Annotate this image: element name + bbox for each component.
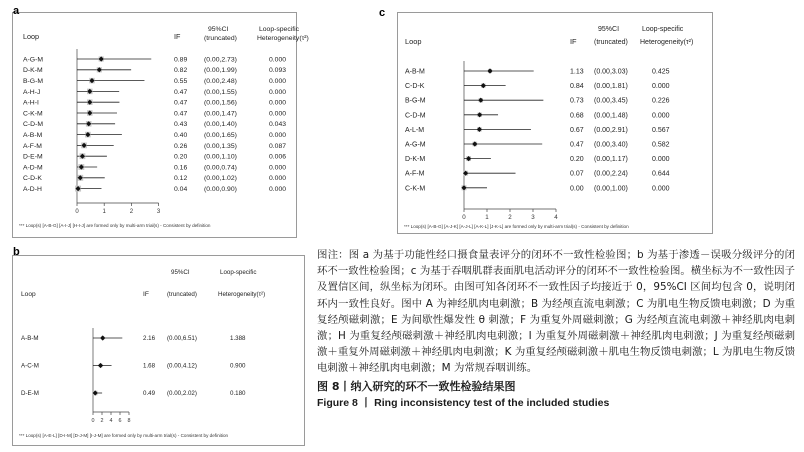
row-if: 0.47 [174,99,188,107]
row-if: 0.68 [570,112,584,120]
x-tick-label: 3 [531,214,535,221]
row-loop: A-C-M [21,362,39,370]
header-loop: Loop [23,32,39,41]
row-ci: (0.00,3.45) [594,97,628,105]
header-if: IF [570,37,577,46]
row-heterogeneity: 0.006 [269,153,287,161]
forest-plot-b [13,256,304,445]
row-loop: D-K-M [405,156,426,164]
row-loop: A-H-J [23,88,41,96]
panel-a-label: a [13,5,20,17]
row-loop: A-B-M [23,131,43,139]
row-heterogeneity: 0.043 [269,121,287,129]
row-ci: (0.00,2.02) [167,390,197,398]
row-ci: (0.00,3.40) [594,141,628,149]
panel-c-label: c [379,7,386,19]
panel-c [397,12,713,234]
row-if: 0.47 [174,110,188,118]
row-if: 0.55 [174,77,188,85]
row-heterogeneity: 0.644 [652,170,670,178]
row-if: 1.13 [570,68,584,76]
header-loop: Loop [21,291,36,298]
row-loop: D-E-M [23,153,43,161]
row-loop: A-F-M [23,142,42,150]
x-tick-label: 4 [554,214,558,221]
header-loop: Loop [405,37,422,46]
row-ci: (0.00,4.12) [167,362,197,370]
header-heterogeneity: Loop-specific [642,26,684,33]
header-ci: 95%CI [598,26,620,33]
x-tick-label: 6 [118,418,122,424]
header-heterogeneity-sub: Heterogeneity(τ²) [640,39,694,46]
row-heterogeneity: 0.000 [652,83,670,91]
row-heterogeneity: 0.000 [269,99,287,107]
row-ci: (0.00,1.17) [594,156,628,164]
row-if: 0.49 [143,390,156,398]
panel-b-label: b [13,246,20,258]
row-ci: (0.00,2.24) [594,170,628,178]
row-loop: A-H-I [23,99,39,107]
row-loop: C-K-M [405,185,426,193]
row-loop: A-B-M [21,335,39,343]
row-if: 0.20 [570,156,584,164]
header-ci-sub: (truncated) [594,39,628,46]
row-heterogeneity: 0.087 [269,142,287,150]
x-tick-label: 3 [156,209,161,215]
row-loop: A-D-H [23,185,42,193]
row-if: 0.04 [174,185,188,193]
row-heterogeneity: 0.425 [652,68,670,76]
figure-title-en: Figure 8 丨 Ring inconsistency test of the included studies [317,396,610,409]
row-if: 0.40 [174,131,188,139]
row-heterogeneity: 0.000 [269,56,287,64]
figure-caption [317,247,795,411]
row-loop: A-L-M [405,126,425,134]
row-if: 0.00 [570,185,584,193]
row-heterogeneity: 0.000 [269,88,287,96]
row-if: 0.82 [174,67,188,75]
row-ci: (0.00,2.73) [204,56,237,64]
header-heterogeneity-sub: Heterogeneity(τ²) [257,35,309,42]
row-if: 0.73 [570,97,584,105]
row-heterogeneity: 1.388 [230,335,246,343]
x-tick-label: 4 [109,418,113,424]
panel-b [12,255,305,446]
x-tick-label: 1 [485,214,489,221]
row-loop: D-K-M [23,67,43,75]
row-heterogeneity: 0.900 [230,362,246,370]
x-tick-label: 0 [75,209,79,215]
row-ci: (0.00,1.65) [204,131,237,139]
row-if: 0.07 [570,170,584,178]
row-ci: (0.00,1.81) [594,83,628,91]
row-ci: (0.00,1.99) [204,67,237,75]
row-heterogeneity: 0.000 [269,185,287,193]
row-heterogeneity: 0.000 [269,131,287,139]
point-estimate-marker [100,335,105,340]
row-loop: A-D-M [23,164,43,172]
row-ci: (0.00,1.47) [204,110,237,118]
row-heterogeneity: 0.582 [652,141,670,149]
row-heterogeneity: 0.000 [652,156,670,164]
row-if: 0.26 [174,142,188,150]
row-loop: A-B-M [405,68,425,76]
caption-body: 图注：图 a 为基于功能性经口摄食量表评分的闭环不一致性检验图；b 为基于渗透－误吸分级评分的闭环不一致性检验图；c 为基于吞咽肌群表面肌电活动评分的闭环不一致性检验图。横坐标为不一致性因子及置信区间，纵坐标为闭环。由图可知各闭环不一致性因子均接近于 0，95%CI 区间均包含 0，说明闭环内一致性良好。图中 A 为神经肌肉电刺激；B 为经颅直流电刺激；C 为肌电生物反馈电刺激；D 为重复经颅磁刺激；E 为间歇性爆发性 θ 刺激；F 为重复外周磁刺激；G 为经颅直流电刺激＋神经肌肉电刺激；H 为重复经颅磁刺激＋神经肌肉电刺激；I 为重复外周磁刺激＋神经肌肉电刺激；J 为重复经颅磁刺激＋重复外周磁刺激＋神经肌肉电刺激；K 为重复经颅磁刺激＋肌电生物反馈电刺激；L 为肌电生物反馈电刺激＋神经肌肉电刺激；M 为常规吞咽训练。 [317,249,795,375]
panel-footnote: *** Loop(s) [A-E-L] [D-I-M] [D-J-M] [I-J-M] are formed only by multi-arm trial(s) - Consistent by definition [19,433,229,438]
row-loop: C-D-K [23,175,42,183]
row-loop: D-E-M [21,390,39,398]
header-heterogeneity: Loop-specific [220,269,257,276]
row-heterogeneity: 0.226 [652,97,670,105]
x-tick-label: 8 [127,418,131,424]
row-loop: B-G-M [405,97,426,105]
row-loop: C-D-M [405,112,426,120]
row-if: 0.16 [174,164,188,172]
row-heterogeneity: 0.000 [269,110,287,118]
row-if: 0.84 [570,83,584,91]
row-heterogeneity: 0.180 [230,390,246,398]
row-heterogeneity: 0.567 [652,126,670,134]
row-ci: (0.00,1.10) [204,153,237,161]
row-loop: A-G-M [405,141,426,149]
header-heterogeneity-sub: Heterogeneity(τ²) [218,291,266,298]
forest-plot-c [398,13,712,233]
row-if: 0.20 [174,153,188,161]
row-ci: (0.00,2.48) [204,77,237,85]
panel-footnote: *** Loop(s) [A-B-G] [A-J-K] [A-J-L] [A-K-L] [J-K-L] are formed only by multi-arm trial(s) - Consistent by definition [404,224,629,229]
x-tick-label: 0 [91,418,95,424]
row-loop: C-D-M [23,121,44,129]
row-heterogeneity: 0.000 [269,175,287,183]
row-ci: (0.00,1.55) [204,88,237,96]
row-heterogeneity: 0.000 [652,112,670,120]
row-loop: C-K-M [23,110,43,118]
x-tick-label: 2 [129,209,134,215]
row-if: 0.47 [570,141,584,149]
x-tick-label: 2 [508,214,512,221]
header-ci-sub: (truncated) [167,291,197,298]
row-heterogeneity: 0.000 [269,164,287,172]
row-heterogeneity: 0.093 [269,67,287,75]
row-ci: (0.00,1.00) [594,185,628,193]
row-loop: A-F-M [405,170,425,178]
x-tick-label: 2 [100,418,104,424]
row-ci: (0.00,1.35) [204,142,237,150]
header-ci-sub: (truncated) [204,35,237,42]
header-heterogeneity: Loop-specific [259,26,300,33]
row-if: 0.67 [570,126,584,134]
row-loop: A-G-M [23,56,44,64]
row-if: 0.12 [174,175,188,183]
row-ci: (0.00,6.51) [167,335,197,343]
header-ci: 95%CI [171,269,190,276]
row-heterogeneity: 0.000 [652,185,670,193]
header-ci: 95%CI [208,26,229,33]
row-ci: (0.00,3.03) [594,68,628,76]
row-if: 2.16 [143,335,156,343]
row-if: 1.68 [143,362,156,370]
row-ci: (0.00,0.90) [204,185,237,193]
forest-plot-a [13,13,309,237]
row-if: 0.43 [174,121,188,129]
row-if: 0.47 [174,88,188,96]
row-ci: (0.00,1.56) [204,99,237,107]
row-heterogeneity: 0.000 [269,77,287,85]
x-tick-label: 0 [462,214,466,221]
row-if: 0.89 [174,56,188,64]
row-ci: (0.00,2.91) [594,126,628,134]
row-loop: B-G-M [23,77,44,85]
row-loop: C-D-K [405,83,425,91]
x-tick-label: 1 [102,209,106,215]
header-if: IF [143,291,149,298]
header-if: IF [174,32,181,41]
panel-footnote: *** Loop(s) [A-B-G] [A-I-J] [H-I-J] are formed only by multi-arm trial(s) - Consistent by definition [19,223,211,228]
row-ci: (0.00,1.48) [594,112,628,120]
row-ci: (0.00,1.02) [204,175,237,183]
figure-title-cn: 图 8丨纳入研究的环不一致性检验结果图 [317,379,516,393]
row-ci: (0.00,0.74) [204,164,237,172]
row-ci: (0.00,1.40) [204,121,237,129]
panel-a [12,12,309,238]
